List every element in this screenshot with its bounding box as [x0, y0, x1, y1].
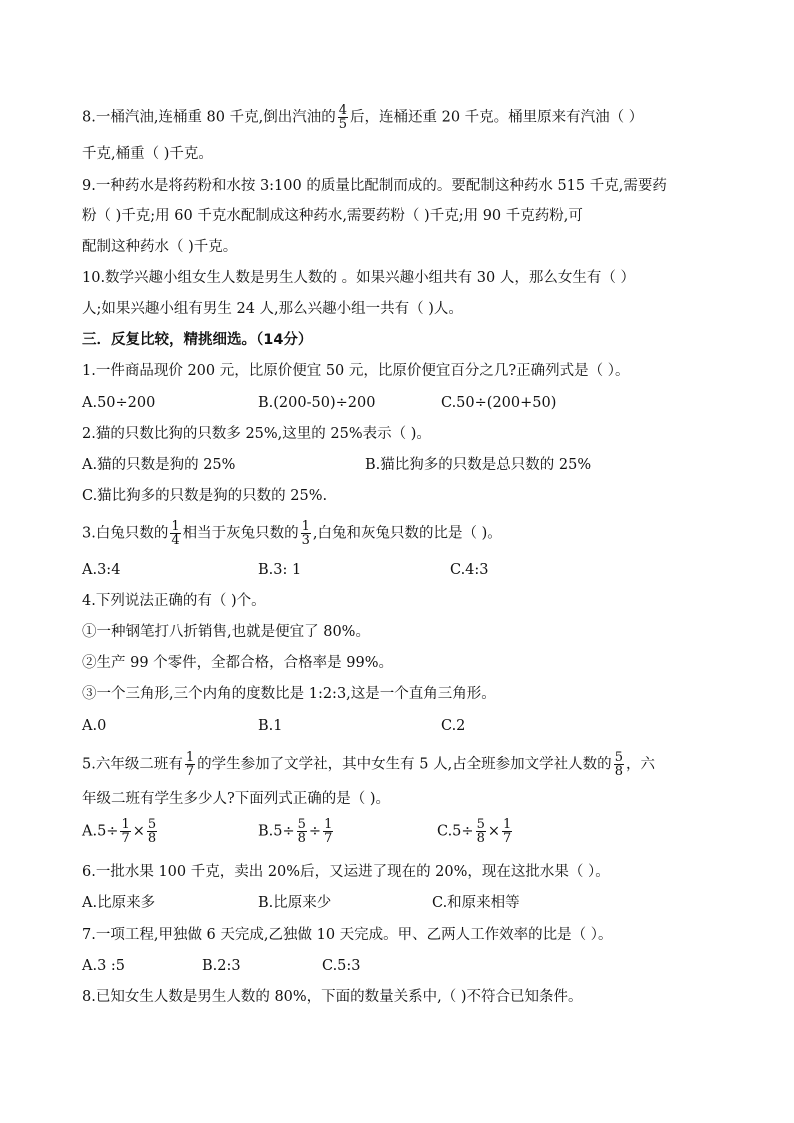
c8-question: 8.已知女生人数是男生人数的 80%，下面的数量关系中,（ )不符合已知条件。 [82, 989, 583, 1005]
c3-option-b: B.3: 1 [258, 562, 302, 578]
c5-fraction-1: $\frac{1}{7}$ [185, 750, 195, 779]
q8-text-a: 8.一桶汽油,连桶重 80 千克,倒出汽油的 [82, 109, 336, 126]
c2-question: 2.猫的只数比狗的只数多 25%,这里的 25%表示（ )。 [82, 426, 431, 442]
q8-line2: 千克,桶重（ )千克。 [82, 146, 213, 162]
q9-line1: 9.一种药水是将药粉和水按 3:100 的质量比配制而成的。要配制这种药水 515 千克,需要药 [82, 178, 667, 194]
q8-text-b: 后，连桶还重 20 千克。桶里原来有汽油（ ） [350, 109, 644, 126]
c1-option-c: C.50÷(200+50) [441, 395, 557, 411]
c5-option-a: A.5÷ $\frac{1}{7}$ × $\frac{5}{8}$ [82, 817, 157, 846]
c7-option-a: A.3 :5 [82, 958, 126, 974]
c4-option-c: C.2 [441, 718, 466, 734]
c6-option-a: A.比原来多 [82, 895, 156, 911]
c6-option-c: C.和原来相等 [432, 895, 520, 911]
q10-line2: 人;如果兴趣小组有男生 24 人,那么兴趣小组一共有（ )人。 [82, 301, 463, 317]
c1-option-a: A.50÷200 [82, 395, 156, 411]
c5-question-line1: 5.六年级二班有 $\frac{1}{7}$ 的学生参加了文学社，其中女生有 5 人,占全班参加文学社人数的 $\frac{5}{8}$ ，六 [82, 750, 655, 779]
c7-option-b: B.2:3 [202, 958, 241, 974]
section-3-title: 三．反复比较，精挑细选。（14分） [82, 332, 313, 348]
c3-fraction-1: $\frac{1}{4}$ [171, 519, 180, 548]
c2-option-c: C.猫比狗多的只数是狗的只数的 25%. [82, 488, 328, 504]
c4-option-a: A.0 [82, 718, 107, 734]
c2-option-b: B.猫比狗多的只数是总只数的 25% [365, 457, 592, 473]
c3-fraction-2: $\frac{1}{3}$ [301, 519, 310, 548]
c7-option-c: C.5:3 [322, 958, 361, 974]
c1-question: 1.一件商品现价 200 元，比原价便宜 50 元，比原价便宜百分之几?正确列式是（ ）。 [82, 363, 630, 379]
c5-fraction-2: $\frac{5}{8}$ [614, 750, 623, 779]
q9-line3: 配制这种药水（ )千克。 [82, 239, 238, 255]
c5-question-line2: 年级二班有学生多少人?下面列式正确的是（ )。 [82, 791, 391, 807]
q8-fraction: $\frac{4}{5}$ [338, 103, 348, 132]
q10-line1: 10.数学兴趣小组女生人数是男生人数的 。如果兴趣小组共有 30 人，那么女生有（ ） [82, 270, 635, 286]
q9-line2: 粉（ )千克;用 60 千克水配制成这种药水,需要药粉（ )千克;用 90 千克药粉,可 [82, 208, 583, 224]
c2-option-a: A.猫的只数是狗的 25% [82, 457, 236, 473]
c3-question: 3.白兔只数的 $\frac{1}{4}$ 相当于灰兔只数的 $\frac{1}{3}$ ,白兔和灰兔只数的比是（ )。 [82, 519, 502, 548]
c4-question: 4.下列说法正确的有（ )个。 [82, 593, 266, 609]
c4-statement-2: ②生产 99 个零件，全都合格，合格率是 99%。 [82, 655, 394, 671]
c3-option-c: C.4:3 [450, 562, 489, 578]
c1-option-b: B.(200-50)÷200 [258, 395, 376, 411]
q8-line1 [82, 104, 643, 131]
c4-option-b: B.1 [258, 718, 283, 734]
c6-question: 6.一批水果 100 千克，卖出 20%后，又运进了现在的 20%，现在这批水果（ ）。 [82, 864, 610, 880]
c5-option-b: B.5÷ $\frac{5}{8}$ ÷ $\frac{1}{7}$ [258, 817, 333, 846]
c3-option-a: A.3:4 [82, 562, 121, 578]
c6-option-b: B.比原来少 [258, 895, 332, 911]
c4-statement-3: ③一个三角形,三个内角的度数比是 1:2:3,这是一个直角三角形。 [82, 686, 496, 702]
c7-question: 7.一项工程,甲独做 6 天完成,乙独做 10 天完成。甲、乙两人工作效率的比是（ ）。 [82, 927, 613, 943]
c4-statement-1: ①一种钢笔打八折销售,也就是便宜了 80%。 [82, 624, 370, 640]
c5-option-c: C.5÷ $\frac{5}{8}$ × $\frac{1}{7}$ [437, 817, 512, 846]
